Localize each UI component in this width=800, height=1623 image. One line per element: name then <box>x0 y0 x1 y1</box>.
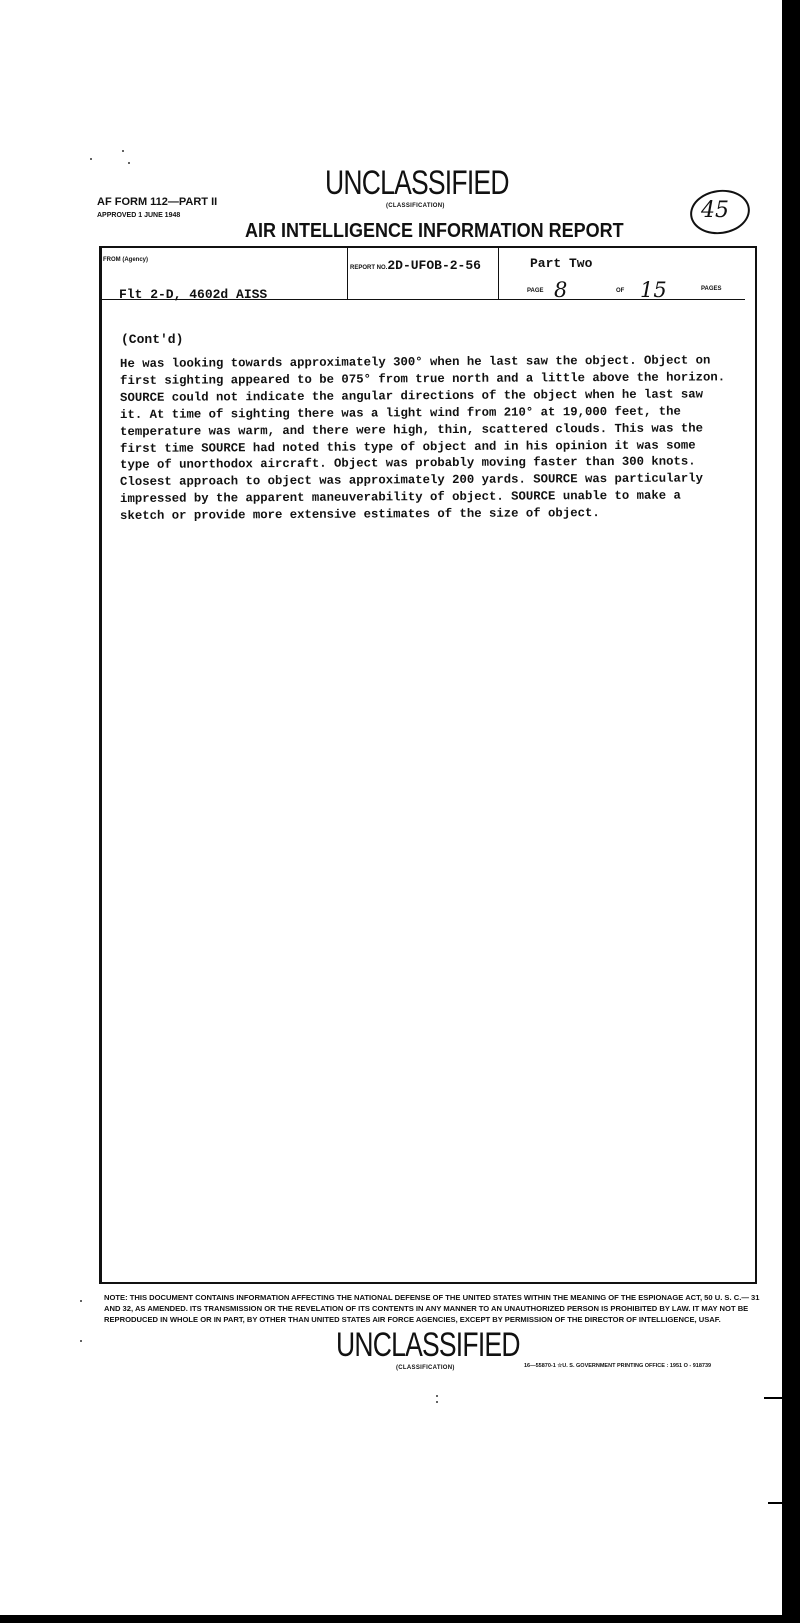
page-total-handwritten: 15 <box>640 278 667 302</box>
scan-speck <box>128 162 130 164</box>
body-line: first time SOURCE had noted this type of object and in his opinion it was some <box>120 437 696 456</box>
scan-speck <box>436 1401 438 1403</box>
body-line: type of unorthodox aircraft. Object was probably moving faster than 300 knots. <box>120 454 696 473</box>
scan-edge-bottom <box>0 1615 800 1623</box>
body-line: temperature was warm, and there were high, thin, scattered clouds. This was the <box>120 421 704 439</box>
scan-edge-mark <box>764 1397 784 1399</box>
form-identifier <box>97 196 217 222</box>
continued-heading: (Cont'd) <box>121 332 184 347</box>
pages-label: PAGES <box>701 286 722 292</box>
body-line: Closest approach to object was approximately 200 yards. SOURCE was particularly <box>120 471 704 490</box>
report-title: AIR INTELLIGENCE INFORMATION REPORT <box>245 220 624 242</box>
scan-edge-right <box>782 0 800 1623</box>
header-column-divider <box>498 247 499 299</box>
scan-speck <box>122 150 124 152</box>
header-column-divider <box>347 247 348 299</box>
classification-bottom: UNCLASSIFIED <box>336 1326 520 1364</box>
body-line: impressed by the apparent maneuverability of object. SOURCE unable to make a <box>120 488 681 507</box>
espionage-notice: NOTE: THIS DOCUMENT CONTAINS INFORMATION AFFECTING THE NATIONAL DEFENSE OF THE UNITED STATES WITHIN THE MEANING OF THE ESPIONAGE ACT, 50 U. S. C.— 31 AND 32, AS AMENDED. ITS TRANSMISSION OR THE REVELATION OF ITS CONTENTS IN ANY MANNER TO AN UNAUTHORIZED PERSON IS PROHIBITED BY LAW. IT MAY NOT BE REPRODUCED IN WHOLE OR IN PART, BY OTHER THAN UNITED STATES AIR FORCE AGENCIES, EXCEPT BY PERMISSION OF THE DIRECTOR OF INTELLIGENCE, USAF. <box>104 1293 760 1324</box>
scan-speck <box>436 1395 438 1397</box>
printing-office-imprint: 16—55870-1 ☆U. S. GOVERNMENT PRINTING OFFICE : 1951 O - 918739 <box>524 1363 712 1369</box>
classification-top-label: (CLASSIFICATION) <box>386 203 445 209</box>
body-line: it. At time of sighting there was a light wind from 210° at 19,000 feet, the <box>120 404 681 422</box>
handwritten-stamp-number: 45 <box>701 198 729 223</box>
page-label: PAGE <box>527 288 544 294</box>
form-number: AF FORM 112—PART II <box>97 196 218 208</box>
report-number-value: 2D-UFOB-2-56 <box>387 258 481 273</box>
report-number-field <box>350 258 481 273</box>
report-number-label: REPORT NO. <box>350 265 388 271</box>
scan-speck <box>80 1340 82 1342</box>
form-approved-date: APPROVED 1 JUNE 1948 <box>97 212 181 219</box>
body-line: SOURCE could not indicate the angular directions of the object when he last saw <box>120 387 704 405</box>
part-label: Part Two <box>530 256 593 271</box>
body-line: He was looking towards approximately 300° when he last saw the object. Object on <box>120 353 711 371</box>
classification-top: UNCLASSIFIED <box>325 164 509 202</box>
of-label: OF <box>616 288 625 294</box>
scan-speck <box>90 158 92 160</box>
scan-speck <box>80 1300 82 1302</box>
body-line: first sighting appeared to be 075° from true north and a little above the horizon. <box>120 370 726 388</box>
scan-edge-mark <box>768 1502 784 1504</box>
from-label: FROM (Agency) <box>103 257 148 263</box>
from-agency-value: Flt 2-D, 4602d AISS <box>119 287 268 302</box>
page-number-handwritten: 8 <box>554 278 568 302</box>
classification-bottom-label: (CLASSIFICATION) <box>396 1365 455 1371</box>
body-line: sketch or provide more extensive estimates of the size of object. <box>120 506 600 524</box>
